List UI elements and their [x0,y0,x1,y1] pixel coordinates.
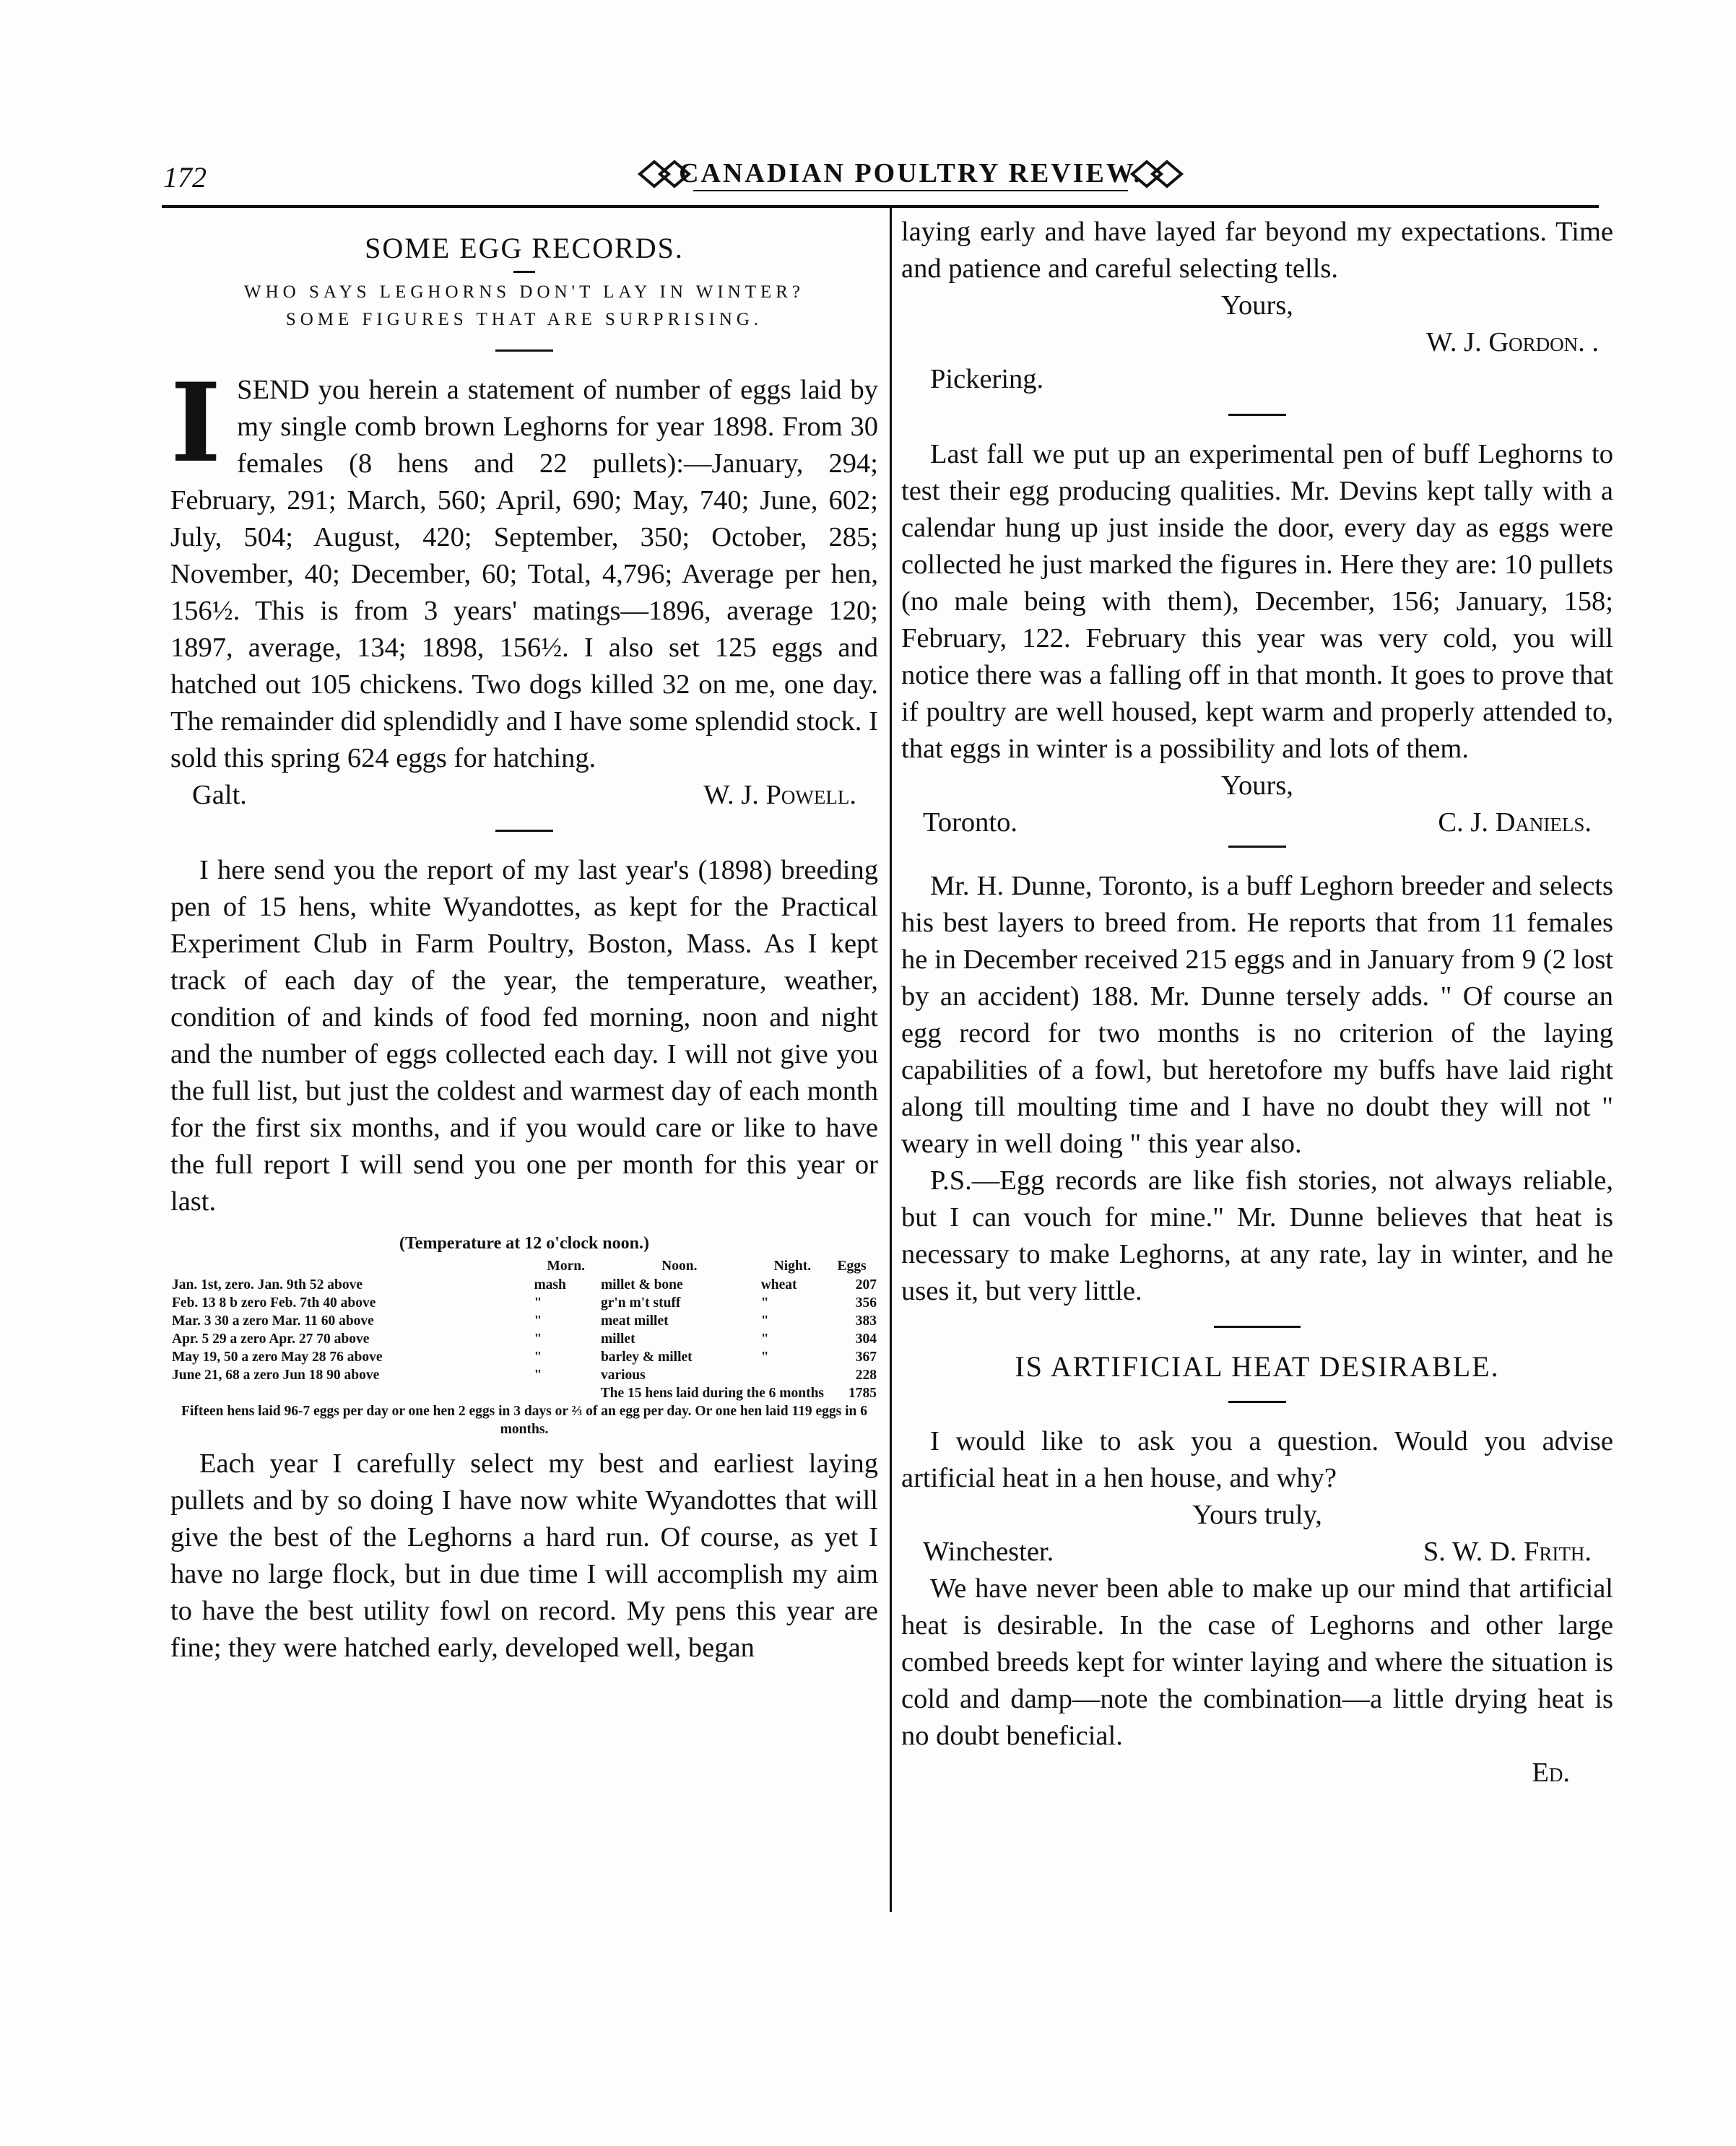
divider [513,271,535,273]
table-cell: " [760,1332,769,1347]
signature-name: W. J. Gordon. . [1426,327,1599,357]
editor-signature: Ed. [1532,1758,1570,1788]
table-row [170,1330,878,1348]
paragraph: I here send you the report of my last year's (1898) breeding pen of 15 hens, white Wyandottes, as kept for the Practical Experiment Club in Farm Poultry, Boston, Mass. As I kept track of each day of the year, the temperature, weather, condition of and kinds of food fed morning, noon and night and the number of eggs collected each day. I will not give you the full list, but just the coldest and warmest day of each month for the first six months, and if you would care or like to have the full report I will send you one per month for this year or last. [170,855,878,1217]
table-row [170,1312,878,1330]
paragraph [170,360,878,777]
closing: Yours, [1221,770,1293,801]
table-cell: barley & millet [600,1350,693,1365]
table-cell: meat millet [600,1313,669,1329]
table-row [170,1294,878,1312]
paragraph: laying early and have layed far beyond my expectations. Time and patience and careful selecting tells. [901,217,1613,284]
table-note: Fifteen hens laid 96-7 eggs per day or one hen 2 eggs in 3 days or ⅔ of an egg per day. Or one hen laid 119 eggs in 6 months. [181,1404,867,1437]
table-row [170,1348,878,1366]
table-cell: mash [534,1277,566,1293]
table-row [170,1276,878,1294]
divider [495,830,553,832]
table-header: Morn. [547,1259,585,1274]
right-column [901,214,1613,1791]
drop-cap: I [170,360,222,487]
table-cell: " [760,1313,769,1329]
masthead [635,150,1184,198]
table-cell: " [760,1350,769,1365]
column-divider [890,208,892,1912]
signature-place: Pickering. [930,364,1044,394]
left-column [170,214,878,1667]
paragraph-text: SEND you herein a statement of number of eggs laid by my single comb brown Leghorns for year 1898. From 30 females (8 hens and 22 pullets):—January, 294; February, 291; March, 560; April, 690; May, 740; June, 602; July, 504; August, 420; September, 350; October, 285; November, 40; December, 60; Total, 4,796; Average per hen, 156½. This is from 3 years' matings—1896, average 120; 1897, average, 134; 1898, 156½. I also set 125 eggs and hatched out 105 chickens. Two dogs killed 32 on me, one day. The remainder did splendidly and I have some splendid stock. I sold this spring 624 eggs for hatching. [170,375,878,773]
table-cell: 304 [855,1332,877,1347]
paragraph: I would like to ask you a question. Would you advise artificial heat in a hen house, and why? [901,1426,1613,1493]
paragraph: P.S.—Egg records are like fish stories, not always reliable, but I can vouch for mine." Mr. Dunne believes that heat is necessary to make Leghorns, at any rate, lay in winter, and he uses it, but very little. [901,1165,1613,1306]
table-row [170,1366,878,1384]
table-cell: May 19, 50 a zero May 28 76 above [172,1350,383,1365]
paragraph: Mr. H. Dunne, Toronto, is a buff Leghorn breeder and selects his best layers to breed from. He reports that from 11 females he in December received 215 eggs and in January from 9 (2 lost by an accident) 188. Mr. Dunne tersely adds. " Of course an egg record for two months is no criterion of the laying capabilities of a fowl, but heretofore my buffs have laid right along till moulting time and I have no doubt they will not " weary in well doing " this year also. [901,871,1613,1159]
table-header: Eggs [837,1259,867,1274]
article-title-artificial-heat: IS ARTIFICIAL HEAT DESIRABLE. [1015,1350,1500,1383]
table-total: 1785 [849,1386,877,1401]
divider [1228,414,1286,416]
table-cell: Mar. 3 30 a zero Mar. 11 60 above [172,1313,374,1329]
table-total-label: The 15 hens laid during the 6 months [600,1386,825,1401]
masthead-ornament-icon [635,150,1184,198]
header-rule [162,205,1599,208]
table-cell: 356 [855,1295,877,1311]
table-cell: " [534,1313,542,1329]
table-cell: " [534,1350,542,1365]
table-cell: Jan. 1st, zero. Jan. 9th 52 above [172,1277,363,1293]
table-header: Night. [773,1259,812,1274]
signature [901,1534,1613,1571]
signature-name: C. J. Daniels. [1438,807,1592,838]
table-cell: 207 [855,1277,877,1293]
signature [901,804,1613,841]
table-cell: " [534,1368,542,1383]
table-caption: (Temperature at 12 o'clock noon.) [399,1234,649,1253]
table-total-row [170,1384,878,1402]
table-cell: 228 [855,1368,877,1383]
masthead-title: CANADIAN POULTRY REVIEW. [679,158,1142,188]
egg-record-table [170,1256,878,1402]
table-cell: millet [600,1332,635,1347]
closing: Yours, [1221,290,1293,321]
table-cell: various [600,1368,646,1383]
signature-name: S. W. D. Frith. [1423,1537,1592,1567]
divider [495,349,553,352]
table-cell: millet & bone [600,1277,683,1293]
signature-place: Winchester. [923,1537,1054,1567]
divider [1228,846,1286,848]
paragraph: Last fall we put up an experimental pen of buff Leghorns to test their egg producing qualities. Mr. Devins kept tally with a calendar hung up just inside the door, every day as eggs were collected he just marked the figures in. Here they are: 10 pullets (no male being with them), December, 156; January, 158; February, 122. February this year was very cold, you will notice there was a falling off in that month. It goes to prove that if poultry are well housed, kept warm and properly attended to, that eggs in winter is a possibility and lots of them. [901,439,1613,764]
signature-place: Toronto. [923,807,1017,838]
table-cell: " [534,1332,542,1347]
paragraph: We have never been able to make up our mind that artificial heat is desirable. In the case of Leghorns and other large combed breeds kept for winter laying and where the situation is cold and damp—note the combination—a little drying heat is no doubt beneficial. [901,1573,1613,1751]
table-cell: Feb. 13 8 b zero Feb. 7th 40 above [172,1295,376,1311]
article-title-egg-records: SOME EGG RECORDS. [365,232,684,264]
table-cell: 383 [855,1313,877,1329]
table-cell: Apr. 5 29 a zero Apr. 27 70 above [172,1332,370,1347]
table-cell: June 21, 68 a zero Jun 18 90 above [172,1368,380,1383]
divider [1214,1326,1301,1328]
closing: Yours truly, [1192,1500,1322,1530]
page-number: 172 [163,161,207,194]
table-cell: wheat [760,1277,797,1293]
table-cell [760,1366,825,1384]
paragraph: Each year I carefully select my best and earliest laying pullets and by so doing I have now white Wyandottes that will give the best of the Leghorns a hard run. Of course, as yet I have no large flock, but in due time I will accomplish my aim to have the best utility fowl on record. My pens this year are fine; they were hatched early, developed well, began [170,1448,878,1663]
article-subtitle: SOME FIGURES THAT ARE SURPRISING. [285,310,763,329]
table-header: Noon. [661,1259,698,1274]
table-cell: gr'n m't stuff [600,1295,681,1311]
divider [1228,1401,1286,1403]
signature [170,777,878,814]
signature-name: W. J. Powell. [703,780,856,810]
table-header [170,1256,532,1276]
article-subtitle: WHO SAYS LEGHORNS DON'T LAY IN WINTER? [243,282,805,302]
table-header-row [170,1256,878,1276]
table-cell: 367 [855,1350,877,1365]
signature-place: Galt. [192,780,247,810]
table-cell: " [534,1295,542,1311]
table-cell: " [760,1295,769,1311]
